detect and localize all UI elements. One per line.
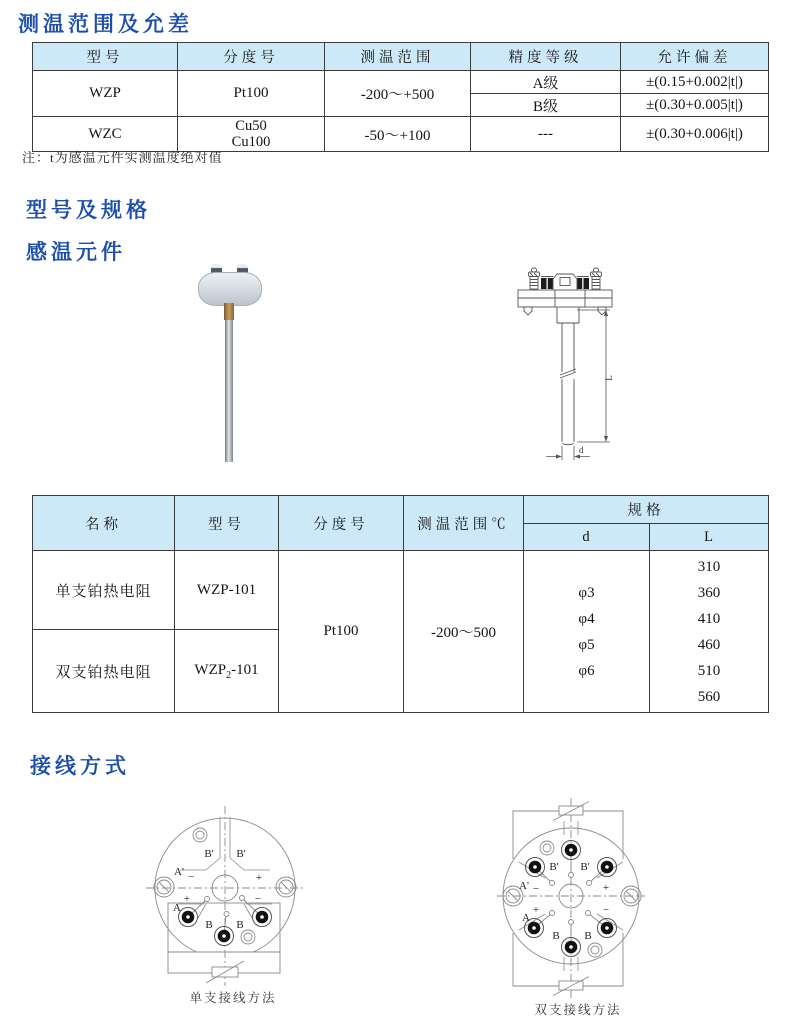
cell-l-values — [650, 551, 769, 713]
photo-brass-collar — [224, 303, 234, 320]
cell-range-wzc: -50～+100 — [325, 117, 471, 152]
label-b-left: B — [205, 919, 213, 931]
label-b-right: B — [236, 919, 244, 931]
label-b-prime-right: B' — [236, 848, 246, 860]
label-minus-lower: − — [254, 893, 262, 905]
cell-tolerance-wzc: ±(0.30+0.006|t|) — [621, 117, 769, 152]
label-plus-lower: + — [183, 893, 191, 905]
single-diagram-lines — [146, 806, 306, 986]
col-header-model2: 型号 — [175, 496, 279, 551]
label-b-prime-left: B' — [549, 861, 559, 873]
cell-tolerance-b: ±(0.30+0.005|t|) — [621, 94, 769, 117]
col-header-name: 名称 — [33, 496, 175, 551]
cell-name-single: 单支铂热电阻 — [33, 551, 175, 630]
double-wiring-diagram — [493, 790, 663, 1002]
label-b-prime-left: B' — [204, 848, 214, 860]
sensor-photo — [196, 264, 266, 466]
label-minus-upper: − — [187, 871, 195, 883]
d-value: φ4 — [578, 610, 595, 627]
d-value: φ5 — [578, 636, 595, 653]
col-header-l: L — [650, 524, 769, 551]
cell-graduation-wzp: Pt100 — [178, 71, 325, 117]
col-header-range: 测温范围 — [325, 43, 471, 71]
label-minus-lower: − — [602, 904, 610, 916]
dim-label-d: d — [579, 445, 584, 455]
l-value: 310 — [697, 558, 721, 575]
section-heading-range-tolerance: 测温范围及允差 — [18, 13, 193, 36]
model-base: WZP — [194, 661, 227, 678]
label-plus-upper: + — [602, 882, 610, 894]
col-header-graduation2: 分度号 — [279, 496, 404, 551]
single-wiring-diagram — [140, 790, 326, 988]
spec-table — [32, 495, 769, 713]
cell-model-wzc: WZC — [33, 117, 178, 152]
section-heading-models-spec: 型号及规格 — [26, 199, 151, 222]
d-value: φ3 — [578, 584, 595, 601]
label-minus-upper: − — [532, 883, 540, 895]
cell-range-merged: -200～500 — [404, 551, 524, 713]
drawing-rod — [560, 323, 576, 445]
cell-grade-wzc: --- — [471, 117, 621, 152]
graduation-cu100: Cu100 — [231, 134, 271, 150]
dim-label-L: L — [604, 375, 614, 381]
col-header-d: d — [524, 524, 650, 551]
label-a-prime: A' — [519, 880, 529, 892]
double-wiring-caption: 双支接线方法 — [534, 1003, 622, 1017]
cell-tolerance-a: ±(0.15+0.002|t|) — [621, 71, 769, 94]
cell-model-single: WZP-101 — [175, 551, 279, 630]
l-value: 410 — [697, 610, 721, 627]
single-wiring-caption: 单支接线方法 — [189, 991, 277, 1005]
drawing-head — [518, 268, 612, 323]
label-plus-lower: + — [532, 904, 540, 916]
label-b-right: B — [584, 930, 592, 942]
table-footnote: 注：t为感温元件实测温度绝对值 — [22, 150, 223, 165]
cell-range-wzp: -200～+500 — [325, 71, 471, 117]
col-header-tolerance: 允许偏差 — [621, 43, 769, 71]
cell-grade-b: B级 — [471, 94, 621, 117]
d-value: φ6 — [578, 662, 595, 679]
l-value: 460 — [697, 636, 721, 653]
label-a-prime: A' — [174, 866, 184, 878]
model-subscript: 2 — [226, 669, 232, 681]
cell-graduation-pt100: Pt100 — [279, 551, 404, 713]
cell-name-double: 双支铂热电阻 — [33, 630, 175, 713]
cell-grade-a: A级 — [471, 71, 621, 94]
label-a: A — [173, 902, 181, 914]
cell-d-values — [524, 551, 650, 713]
section-heading-wiring: 接线方式 — [30, 755, 130, 778]
label-b-prime-right: B' — [580, 861, 590, 873]
col-header-graduation: 分度号 — [178, 43, 325, 71]
cell-model-wzp: WZP — [33, 71, 178, 117]
table-row — [33, 551, 769, 630]
label-a: A — [522, 912, 530, 924]
double-diagram-lines — [497, 798, 645, 998]
label-b-left: B — [552, 930, 560, 942]
col-header-spec: 规格 — [524, 496, 769, 524]
table-row — [33, 71, 769, 94]
cell-model-double — [175, 630, 279, 713]
section-heading-sensing-element: 感温元件 — [26, 241, 126, 264]
l-value: 510 — [697, 662, 721, 679]
double-diagram-terminals — [525, 841, 617, 957]
model-suffix: -101 — [231, 661, 259, 678]
photo-probe-rod — [225, 320, 233, 462]
sensor-dimension-drawing — [500, 262, 630, 472]
range-tolerance-table — [32, 42, 769, 152]
label-plus-upper: + — [255, 872, 263, 884]
l-value: 360 — [697, 584, 721, 601]
col-header-accuracy: 精度等级 — [471, 43, 621, 71]
graduation-cu50: Cu50 — [235, 118, 267, 134]
l-value: 560 — [697, 688, 721, 705]
dimension-lines — [546, 310, 610, 460]
col-header-model: 型号 — [33, 43, 178, 71]
col-header-range2: 测温范围℃ — [404, 496, 524, 551]
photo-head — [198, 272, 262, 306]
dimension-labels — [579, 375, 614, 455]
